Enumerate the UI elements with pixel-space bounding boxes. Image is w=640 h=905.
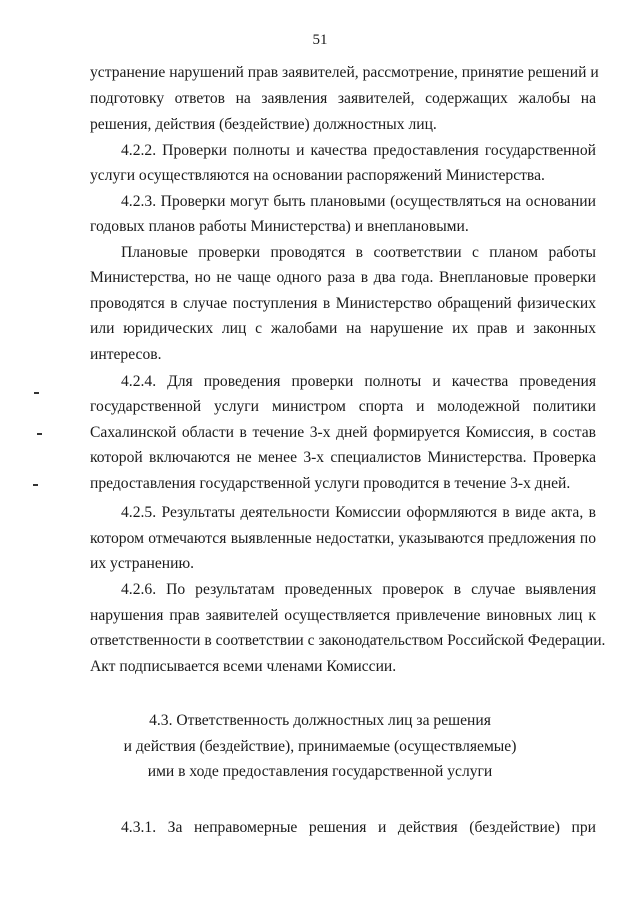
text-line: их устранению. [90,555,194,572]
text-line: предоставления государственной услуги проводится в течение 3-х дней. [90,475,571,492]
text-line: 4.2.4. Для проведения проверки полноты и качества проведения [121,373,596,390]
text-line: годовых планов работы Министерства) и внеплановыми. [90,218,469,235]
text-line: ответственности в соответствии с законодательством Российской Федерации. [90,632,606,649]
text-line: которой включаются не менее 3-х специалистов Министерства. Проверка [90,449,596,466]
text-line: Плановые проверки проводятся в соответствии с планом работы [121,244,596,261]
scan-mark [34,392,39,394]
section-heading-line: и действия (бездействие), принимаемые (осуществляемые) [123,738,517,755]
text-line: подготовку ответов на заявления заявителей, содержащих жалобы на [90,90,596,107]
text-line: Акт подписывается всеми членами Комиссии. [90,658,397,675]
text-line: котором отмечаются выявленные недостатки, указываются предложения по [90,530,596,547]
text-line: интересов. [90,346,162,363]
text-line: 4.2.3. Проверки могут быть плановыми (осуществляться на основании [121,193,596,210]
text-line: 4.2.2. Проверки полноты и качества предоставления государственной [121,142,596,159]
section-heading-line: ими в ходе предоставления государственной услуги [147,763,493,780]
text-line: или юридических лиц с жалобами на нарушение их прав и законных [90,320,596,337]
text-line: нарушения прав заявителей осуществляется привлечение виновных лиц к [90,607,596,624]
text-line: Сахалинской области в течение 3-х дней формируется Комиссия, в состав [90,424,596,441]
text-line: 4.2.6. По результатам проведенных проверок в случае выявления [121,581,596,598]
text-line: проводятся в случае поступления в Министерство обращений физических [90,295,596,312]
text-line: государственной услуги министром спорта и молодежной политики [90,398,596,415]
text-line: решения, действия (бездействие) должностных лиц. [90,116,437,133]
text-line: Министерства, но не чаще одного раза в два года. Внеплановые проверки [90,269,596,286]
page-number: 51 [312,32,328,48]
section-heading-line: 4.3. Ответственность должностных лиц за решения [149,712,491,729]
text-line: устранение нарушений прав заявителей, рассмотрение, принятие решений и [90,64,599,81]
scan-mark [33,484,38,486]
text-line: 4.2.5. Результаты деятельности Комиссии оформляются в виде акта, в [121,504,596,521]
text-line: 4.3.1. За неправомерные решения и действия (бездействие) при [121,819,596,836]
text-line: услуги осуществляются на основании распоряжений Министерства. [90,167,545,184]
scan-mark [37,433,42,435]
